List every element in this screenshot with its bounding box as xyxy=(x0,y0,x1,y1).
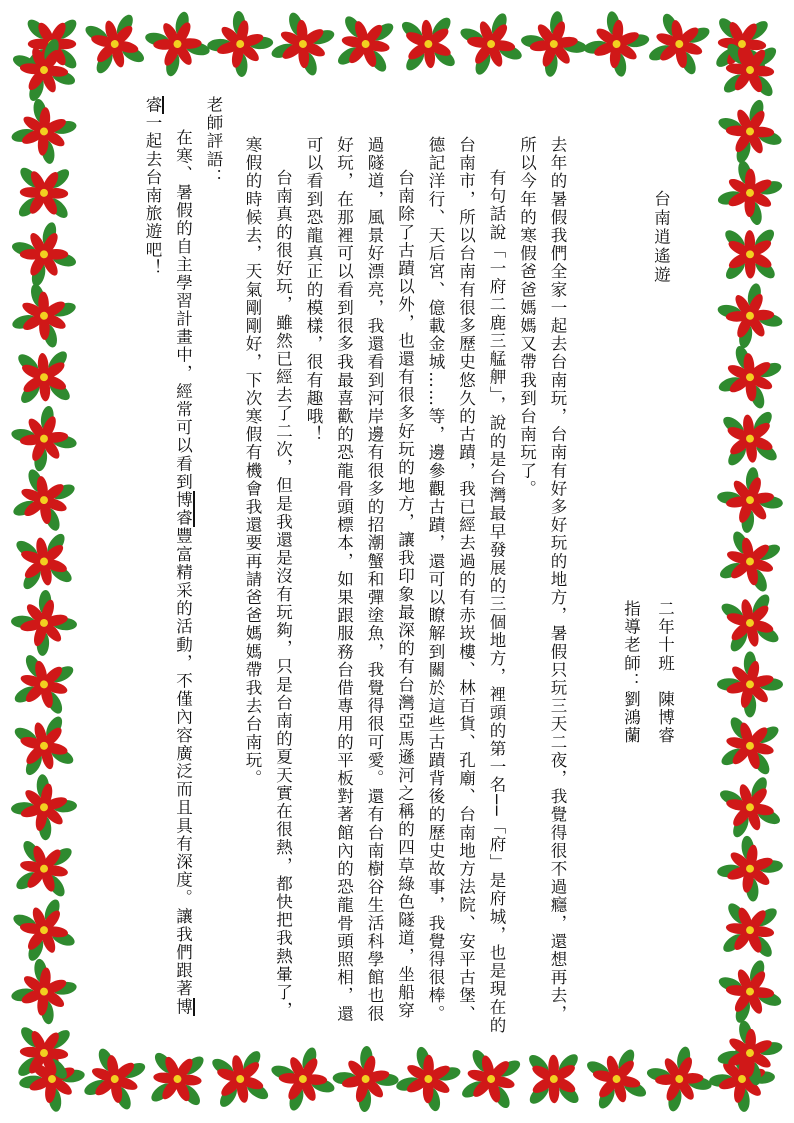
poinsettia-flower xyxy=(644,9,715,80)
poinsettia-flower xyxy=(6,93,83,170)
student-class-name xyxy=(656,600,673,745)
poinsettia-flower xyxy=(713,94,787,168)
poinsettia-flower xyxy=(703,1040,781,1118)
poinsettia-flower xyxy=(717,713,783,779)
paragraph-1: 去年的暑假我們全家一起去台南玩，台南有好多好玩的地方，暑假只玩三天二夜，我覺得很不過癮，還想再去，所以今年的寒假爸爸媽媽又帶我到台南玩了。 xyxy=(517,136,567,1023)
comment-label: 老師評語： xyxy=(204,96,223,187)
poinsettia-flower xyxy=(334,12,398,76)
poinsettia-flower xyxy=(24,16,79,71)
poinsettia-flower xyxy=(7,33,80,106)
advisor-line: 指導老師：劉鴻蘭 xyxy=(621,600,641,745)
poinsettia-flower xyxy=(455,8,527,80)
poinsettia-flower xyxy=(5,768,83,846)
poinsettia-flower xyxy=(139,6,215,82)
poinsettia-flower xyxy=(713,340,787,414)
essay-title: 台南逍遙遊 xyxy=(651,190,671,285)
poinsettia-flower xyxy=(10,712,79,781)
essay-body xyxy=(237,136,573,1036)
poinsettia-flower xyxy=(722,226,778,282)
poinsettia-flower xyxy=(5,584,83,662)
poinsettia-flower xyxy=(711,830,789,908)
poinsettia-flower xyxy=(711,461,789,539)
poinsettia-flower xyxy=(398,14,459,75)
poinsettia-flower xyxy=(515,5,593,83)
poinsettia-flower xyxy=(711,645,789,723)
comment-part-3: 一起去台南旅遊吧！ xyxy=(143,114,162,278)
comment-part-1: 在寒、暑假的自主學習計畫中，經常可以看到 xyxy=(173,129,193,491)
poinsettia-flower xyxy=(6,216,82,292)
poinsettia-flower xyxy=(14,348,73,407)
poinsettia-flower xyxy=(712,1015,789,1092)
poinsettia-flower xyxy=(5,953,82,1030)
paragraph-3: 台南除了古蹟以外，也還有很多好玩的地方，讓我印象最深的有台灣亞馬遜河之稱的四草綠色隧道，坐船穿過隧道，風景好漂亮，我還看到河岸邊有很多的招潮蟹和彈塗魚，我覺得很可愛。還有台南樹谷生活科學館也很好玩，在那裡可以看到很多我最喜歡的恐龍骨頭標本，如果跟服務台借專用的平板對著館內的恐龍骨頭照相，還可以看到恐龍真正的模樣，很有趣哦！ xyxy=(304,136,415,1023)
poinsettia-flower xyxy=(713,955,787,1029)
poinsettia-flower xyxy=(266,1042,340,1116)
poinsettia-flower xyxy=(582,1044,651,1113)
poinsettia-flower xyxy=(712,277,789,354)
poinsettia-flower xyxy=(12,529,76,593)
poinsettia-flower xyxy=(641,1041,718,1118)
comment-part-2: 豐富精采的活動，不僅內容廣泛而且具有深度。讓我們跟著 xyxy=(173,527,193,998)
student-name-ref-2: 博睿 xyxy=(143,96,193,1016)
poinsettia-flower xyxy=(712,14,771,73)
comment-text xyxy=(137,96,198,1026)
poinsettia-flower xyxy=(208,1047,273,1112)
poinsettia-flower xyxy=(13,1040,91,1118)
paragraph-4: 台南真的很好玩，雖然已經去了二次，但是我還是沒有玩夠，只是台南的夏天實在很熱，都快把我熱暈了，寒假的時候去，天氣剛剛好，下次寒假有機會我還要再請爸爸媽媽帶我去台南玩。 xyxy=(243,136,293,1020)
poinsettia-flower xyxy=(526,1051,582,1107)
poinsettia-flower xyxy=(390,1041,466,1117)
student-name-ref: 博睿 xyxy=(173,491,193,528)
poinsettia-flower xyxy=(15,164,72,221)
poinsettia-flower xyxy=(12,837,76,901)
poinsettia-flower xyxy=(457,1045,525,1113)
poinsettia-flower xyxy=(327,1040,405,1118)
poinsettia-flower xyxy=(147,1049,207,1109)
poinsettia-flower xyxy=(578,5,655,82)
poinsettia-flower xyxy=(720,40,780,100)
student-name: 陳博睿 xyxy=(655,690,675,745)
poinsettia-flower xyxy=(79,1043,151,1115)
poinsettia-flower xyxy=(201,5,279,83)
poinsettia-flower xyxy=(8,464,80,536)
poinsettia-flower xyxy=(719,899,781,961)
poinsettia-flower xyxy=(717,590,783,656)
poinsettia-flower xyxy=(712,155,788,231)
poinsettia-flower xyxy=(8,894,80,966)
poinsettia-flower xyxy=(5,400,82,477)
poinsettia-flower xyxy=(7,278,82,353)
teacher-comment xyxy=(137,96,229,1026)
poinsettia-flower xyxy=(715,526,785,596)
poinsettia-flower xyxy=(80,10,149,79)
poinsettia-flower xyxy=(10,650,79,719)
poinsettia-flower xyxy=(719,408,781,470)
poinsettia-flower xyxy=(266,7,340,81)
poinsettia-flower xyxy=(14,1023,73,1082)
class-label: 二年十班 xyxy=(655,600,675,673)
poinsettia-flower xyxy=(715,772,785,842)
paragraph-2: 有句話說「一府二鹿三艋舺」，說的是台灣最早發展的三個地方，裡頭的第一名──「府」是府城，也是現在的台南市，所以台南有很多歷史悠久的古蹟，我已經去過的有赤崁樓、林百貨、孔廟、台南地方法院、安平古堡、德記洋行、天后宮、億載金城……等，邊參觀古蹟，還可以瞭解到關於這些古蹟背後的歷史故事，我覺得很棒。 xyxy=(426,136,506,1035)
